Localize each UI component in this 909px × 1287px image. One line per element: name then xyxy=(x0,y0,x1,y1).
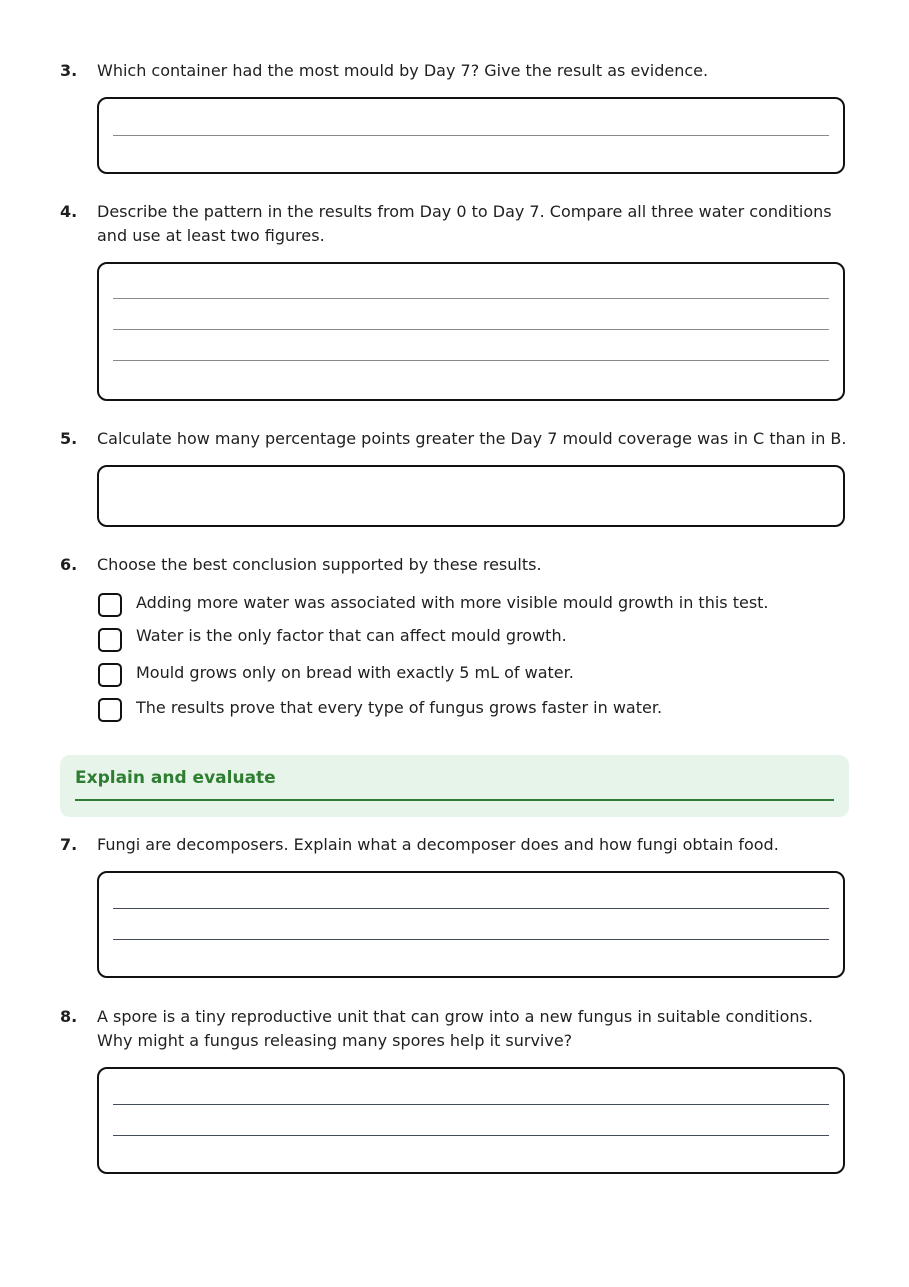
question-text: Fungi are decomposers. Explain what a decomposer does and how fungi obtain food. xyxy=(97,835,779,854)
question-6 xyxy=(60,553,850,733)
question-text: Which container had the most mould by Day 7? Give the result as evidence. xyxy=(97,61,709,80)
writing-line xyxy=(113,1135,829,1136)
question-text: Choose the best conclusion supported by these results. xyxy=(97,555,542,574)
answer-box[interactable] xyxy=(97,1067,845,1174)
question-text: Describe the pattern in the results from Day 0 to Day 7. Compare all three water conditions and use at least two figures. xyxy=(97,202,832,245)
section-divider xyxy=(75,799,834,801)
choice-label: Water is the only factor that can affect mould growth. xyxy=(136,626,567,645)
question-text: A spore is a tiny reproductive unit that can grow into a new fungus in suitable conditions. Why might a fungus releasing many spores help it survive? xyxy=(97,1007,813,1050)
writing-line xyxy=(113,329,829,330)
section-title: Explain and evaluate xyxy=(75,768,276,788)
question-text: Calculate how many percentage points greater the Day 7 mould coverage was in C than in B. xyxy=(97,429,847,448)
answer-box[interactable] xyxy=(97,97,845,174)
question-5 xyxy=(60,427,850,528)
writing-line xyxy=(113,360,829,361)
choice-option-1[interactable] xyxy=(97,593,849,621)
writing-line xyxy=(113,939,829,940)
question-number: 5. xyxy=(60,429,78,448)
choice-option-3[interactable] xyxy=(97,663,849,691)
answer-box[interactable] xyxy=(97,871,845,978)
choice-option-4[interactable] xyxy=(97,698,849,726)
question-number: 3. xyxy=(60,61,78,80)
checkbox[interactable] xyxy=(98,628,122,652)
question-number: 6. xyxy=(60,555,78,574)
question-number: 7. xyxy=(60,835,78,854)
question-3 xyxy=(60,59,850,175)
answer-box[interactable] xyxy=(97,465,845,527)
checkbox[interactable] xyxy=(98,698,122,722)
writing-line xyxy=(113,908,829,909)
checkbox[interactable] xyxy=(98,663,122,687)
writing-line xyxy=(113,298,829,299)
writing-line xyxy=(113,1104,829,1105)
checkbox[interactable] xyxy=(98,593,122,617)
question-8 xyxy=(60,1005,850,1175)
answer-box[interactable] xyxy=(97,262,845,401)
question-number: 4. xyxy=(60,202,78,221)
writing-line xyxy=(113,135,829,136)
choice-label: The results prove that every type of fungus grows faster in water. xyxy=(136,698,663,717)
question-7 xyxy=(60,833,850,979)
choice-list xyxy=(97,593,849,733)
section-header xyxy=(60,755,849,817)
choice-label: Mould grows only on bread with exactly 5 mL of water. xyxy=(136,663,574,682)
choice-option-2[interactable] xyxy=(97,627,849,655)
question-number: 8. xyxy=(60,1007,78,1026)
question-4 xyxy=(60,200,850,402)
choice-label: Adding more water was associated with more visible mould growth in this test. xyxy=(136,593,769,612)
